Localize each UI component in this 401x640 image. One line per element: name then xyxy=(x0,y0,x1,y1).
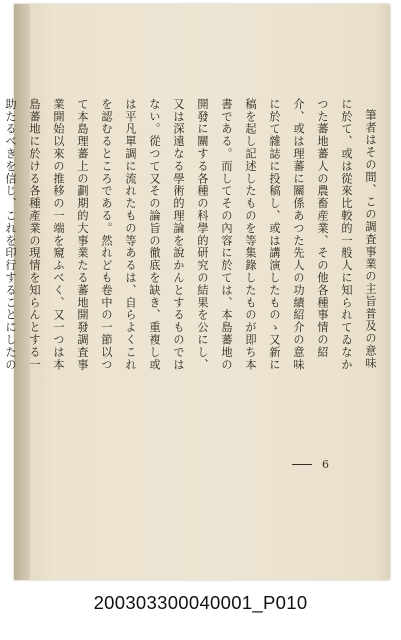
body-text xyxy=(4,98,382,378)
folio-rule xyxy=(292,464,312,465)
book-page xyxy=(4,4,390,580)
page-number xyxy=(292,458,329,471)
page-number-text: 6 xyxy=(322,458,329,471)
archive-id-caption: 200303300040001_P010 xyxy=(93,592,308,613)
paragraph: 筆者はその間、この調査事業の主旨普及の意味に於て、或は從來比較的一般人に知られてゐなかつた蕃地蕃人の農畜産業、その他各種事情の紹介、或は理蕃に關係あつた先人の功績紹介の意味に於て雜誌に投稿し、或は講演したものゝ又新に稿を起し記述したものを等集錄したものが即ち本書である。而してその內容に於ては、本島蕃地の開發に關する各種の科學的研究の結果を公にし、又は深遠なる學術的理論を說かんとするものではない。從つて又その論旨の徹底を缺き、重複し或は平凡單調に流れたもの等あるは、自らよくこれを認むるところである。然れども卷中の一節以つて本島理蕃上の劃期的大事業たる蕃地開發調査事業開始以來の推移の一端を窺ふべく、又一つは本島蕃地に於ける各種產業の現情を知らんとする一助たるべきを信じ、これを印行することにしたの xyxy=(4,98,377,371)
